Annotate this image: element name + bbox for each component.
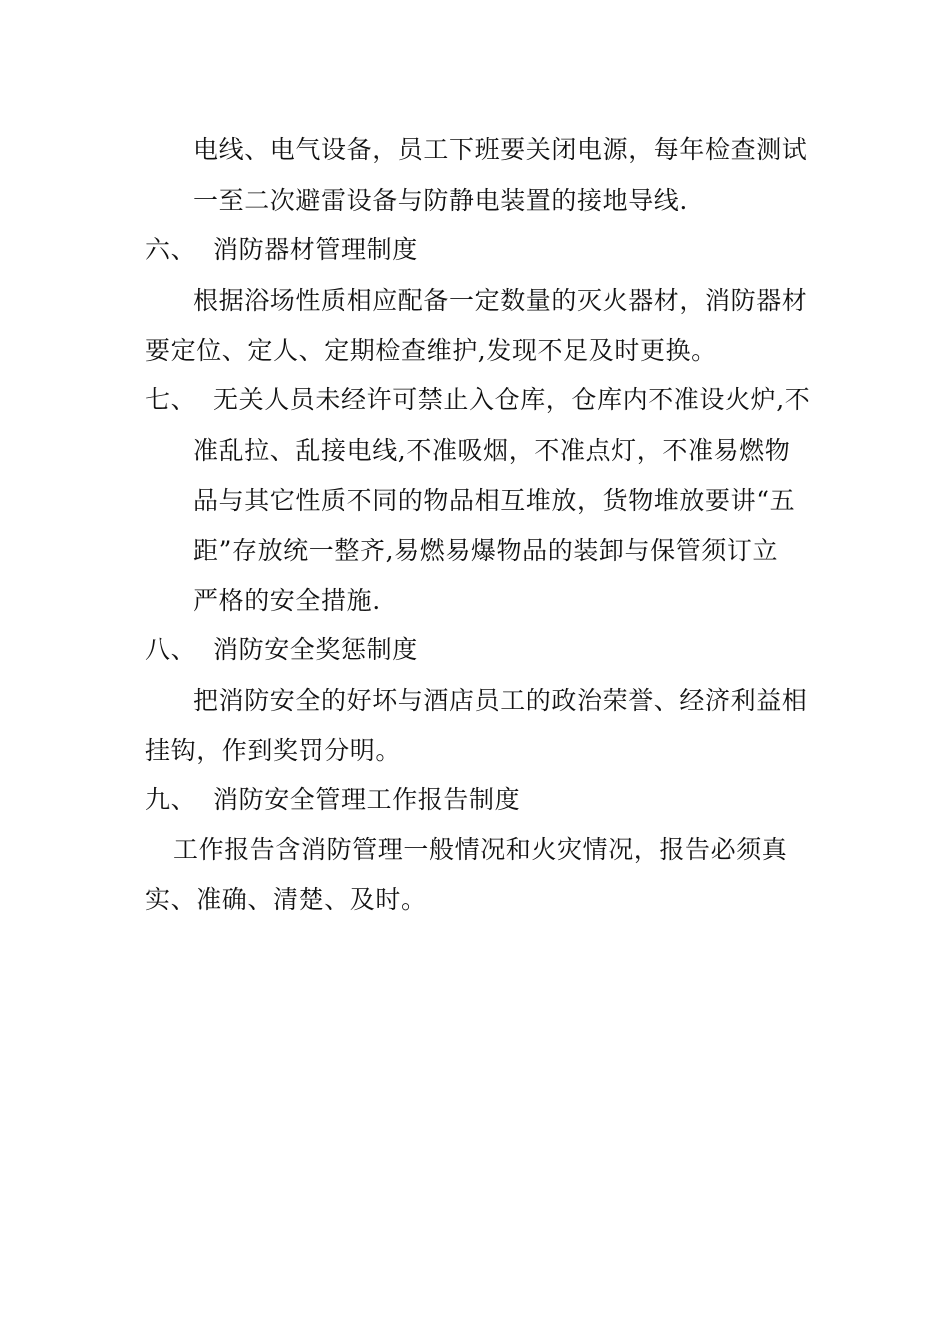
line-text: 电线、电气设备，员工下班要关闭电源，每年检查测试	[193, 135, 808, 164]
section-heading-six	[145, 234, 418, 266]
line-text: 挂钩，作到奖罚分明。	[145, 736, 402, 765]
line-text: 严格的安全措施.	[193, 586, 381, 615]
text-line-15	[173, 834, 787, 866]
line-text: 要定位、定人、定期检查维护,发现不足及时更换。	[145, 336, 717, 365]
section-heading-nine	[145, 784, 520, 816]
section-title: 消防安全管理工作报告制度	[213, 785, 521, 814]
line-text: 无关人员未经许可禁止入仓库，仓库内不准设火炉,不	[213, 385, 811, 414]
section-number: 六、	[145, 235, 197, 264]
section-title: 消防安全奖惩制度	[213, 635, 418, 664]
line-text: 实、准确、清楚、及时。	[145, 885, 427, 914]
text-line-16	[145, 884, 427, 916]
line-text: 把消防安全的好坏与酒店员工的政治荣誉、经济利益相	[193, 686, 808, 715]
section-item-seven	[145, 384, 810, 416]
line-text: 一至二次避雷设备与防静电装置的接地导线.	[193, 186, 688, 215]
text-line-9	[193, 535, 778, 567]
text-line-7	[193, 435, 790, 467]
line-text: 根据浴场性质相应配备一定数量的灭火器材，消防器材	[193, 286, 808, 315]
text-line-1	[193, 134, 807, 166]
line-text: 准乱拉、乱接电线,不准吸烟，不准点灯，不准易燃物	[193, 436, 791, 465]
section-title: 消防器材管理制度	[213, 235, 418, 264]
text-line-12	[193, 685, 807, 717]
line-text: 品与其它性质不同的物品相互堆放，货物堆放要讲“五	[193, 486, 796, 515]
line-text: 距”存放统一整齐,易燃易爆物品的装卸与保管须订立	[193, 536, 779, 565]
text-line-4	[193, 285, 807, 317]
text-line-10	[193, 585, 381, 617]
section-number: 八、	[145, 635, 197, 664]
text-line-5	[145, 335, 717, 367]
text-line-2	[193, 185, 688, 217]
text-line-8	[193, 485, 795, 517]
section-heading-eight	[145, 634, 418, 666]
section-number: 九、	[145, 785, 197, 814]
text-line-13	[145, 735, 401, 767]
line-text: 工作报告含消防管理一般情况和火灾情况，报告必须真	[173, 835, 788, 864]
section-number: 七、	[145, 385, 197, 414]
